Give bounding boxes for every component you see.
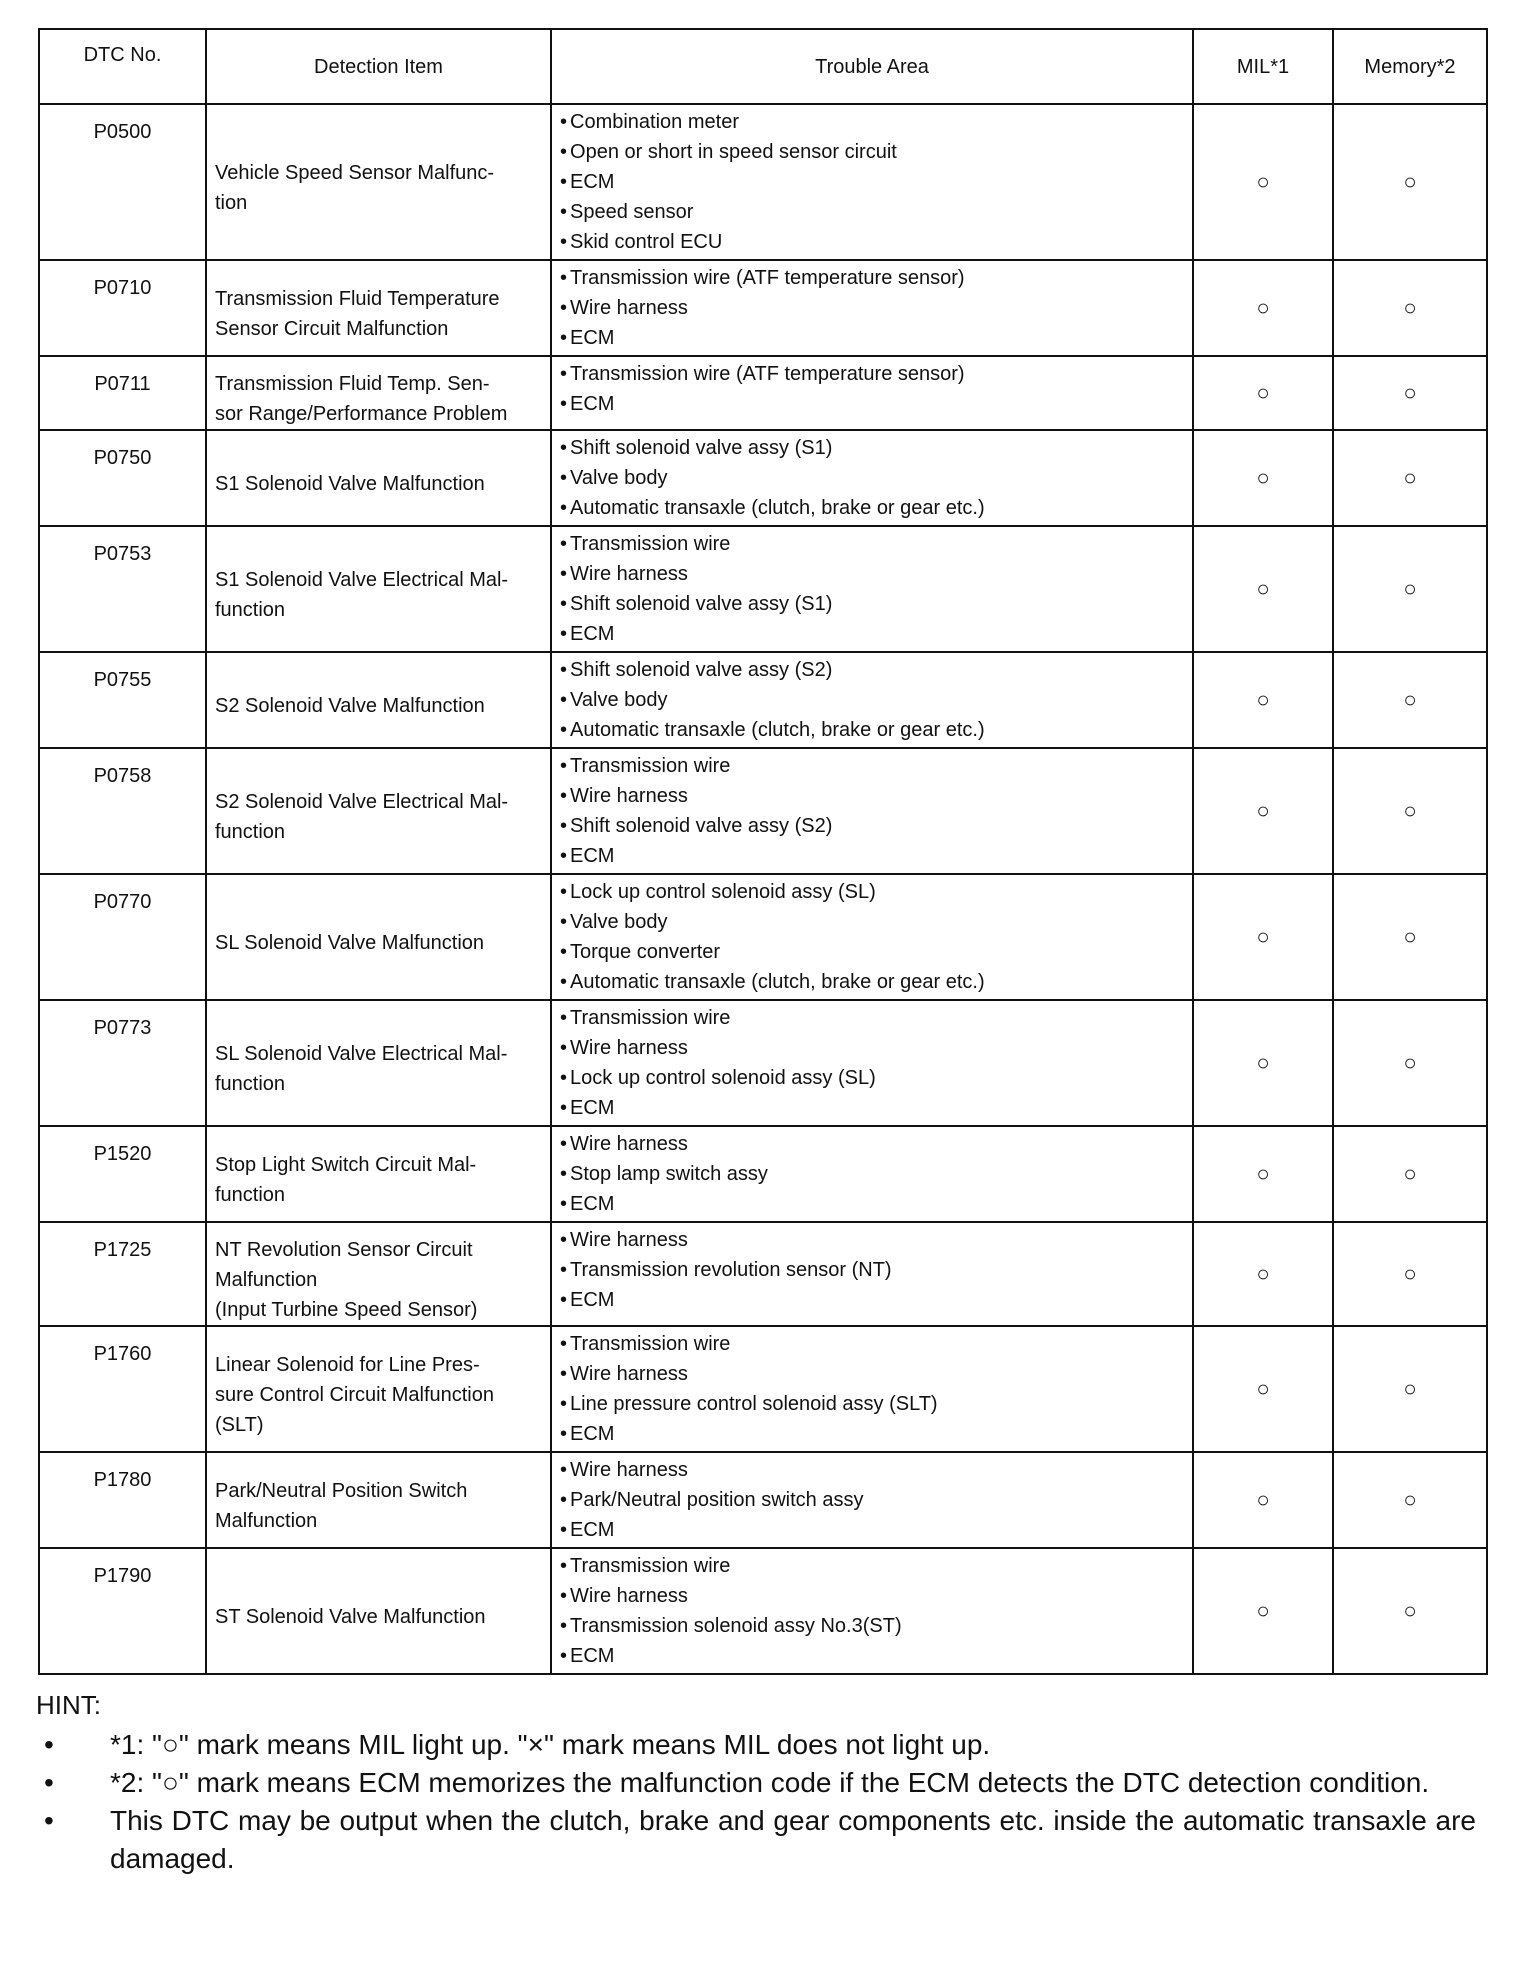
detection-item-cell: [206, 1326, 551, 1452]
memory-mark: ○: [1333, 430, 1487, 526]
trouble-area-list: [560, 529, 1184, 649]
trouble-area-cell: [551, 1548, 1193, 1674]
trouble-area-cell: [551, 652, 1193, 748]
detection-item-line: Transmission Fluid Temp. Sen-: [215, 373, 490, 395]
header-memory: Memory*2: [1333, 29, 1487, 104]
mil-mark: ○: [1193, 874, 1333, 1000]
hint-item: [36, 1764, 1476, 1802]
mil-mark: ○: [1193, 1222, 1333, 1326]
detection-item-line: sure Control Circuit Malfunction: [215, 1384, 494, 1406]
trouble-area-item: • Transmission wire (ATF temperature sensor): [560, 359, 1184, 389]
mil-mark: ○: [1193, 526, 1333, 652]
detection-item-line: NT Revolution Sensor Circuit: [215, 1239, 473, 1261]
trouble-area-item: • Transmission wire: [560, 1329, 1184, 1359]
hint-text: *2: "○" mark means ECM memorizes the malfunction code if the ECM detects the DTC detection condition.: [110, 1767, 1430, 1798]
trouble-area-item: • ECM: [560, 1419, 1184, 1449]
mil-mark: ○: [1193, 430, 1333, 526]
table-row: [39, 1452, 1487, 1548]
dtc-table: [38, 28, 1488, 1675]
detection-item-cell: [206, 1000, 551, 1126]
dtc-code-cell: P1725: [39, 1222, 206, 1326]
dtc-code-cell: P1790: [39, 1548, 206, 1674]
memory-mark: ○: [1333, 652, 1487, 748]
table-row: [39, 1548, 1487, 1674]
trouble-area-item: • ECM: [560, 1189, 1184, 1219]
trouble-area-list: [560, 263, 1184, 353]
hint-text: *1: "○" mark means MIL light up. "×" mark means MIL does not light up.: [110, 1729, 991, 1760]
detection-item-cell: [206, 104, 551, 260]
trouble-area-item: • Transmission revolution sensor (NT): [560, 1255, 1184, 1285]
header-trouble-area: Trouble Area: [551, 29, 1193, 104]
detection-item-line: function: [215, 599, 286, 621]
memory-mark: ○: [1333, 1326, 1487, 1452]
dtc-code-cell: P0753: [39, 526, 206, 652]
detection-item-line: Park/Neutral Position Switch: [215, 1480, 468, 1502]
trouble-area-item: • ECM: [560, 389, 1184, 419]
table-row: [39, 1000, 1487, 1126]
table-row: [39, 1222, 1487, 1326]
trouble-area-item: • Stop lamp switch assy: [560, 1159, 1184, 1189]
dtc-code-cell: P1780: [39, 1452, 206, 1548]
trouble-area-cell: [551, 430, 1193, 526]
dtc-code-cell: P0755: [39, 652, 206, 748]
table-row: [39, 356, 1487, 430]
detection-item-cell: [206, 1126, 551, 1222]
trouble-area-item: • Line pressure control solenoid assy (SLT): [560, 1389, 1184, 1419]
detection-item-line: sor Range/Performance Problem: [215, 403, 508, 425]
mil-mark: ○: [1193, 356, 1333, 430]
trouble-area-list: [560, 877, 1184, 997]
trouble-area-item: • Shift solenoid valve assy (S2): [560, 811, 1184, 841]
trouble-area-item: • Skid control ECU: [560, 227, 1184, 257]
header-mil: MIL*1: [1193, 29, 1333, 104]
hint-title: HINT:: [36, 1690, 101, 1720]
memory-mark: ○: [1333, 356, 1487, 430]
trouble-area-item: • Wire harness: [560, 1225, 1184, 1255]
detection-item-line: function: [215, 1073, 286, 1095]
trouble-area-item: • Wire harness: [560, 1033, 1184, 1063]
dtc-code-cell: P0770: [39, 874, 206, 1000]
memory-mark: ○: [1333, 260, 1487, 356]
detection-item-line: S1 Solenoid Valve Electrical Mal-: [215, 569, 509, 591]
mil-mark: ○: [1193, 104, 1333, 260]
detection-item-line: Vehicle Speed Sensor Malfunc-: [215, 162, 495, 184]
trouble-area-item: • Wire harness: [560, 781, 1184, 811]
mil-mark: ○: [1193, 1326, 1333, 1452]
detection-item-cell: [206, 748, 551, 874]
dtc-code-cell: P0710: [39, 260, 206, 356]
detection-item-line: function: [215, 1184, 286, 1206]
hint-list: [36, 1726, 1476, 1878]
trouble-area-item: • ECM: [560, 1641, 1184, 1671]
detection-item-line: Stop Light Switch Circuit Mal-: [215, 1154, 477, 1176]
mil-mark: ○: [1193, 1000, 1333, 1126]
trouble-area-cell: [551, 526, 1193, 652]
header-row: [39, 29, 1487, 104]
trouble-area-item: • Transmission wire (ATF temperature sensor): [560, 263, 1184, 293]
table-row: [39, 1126, 1487, 1222]
bullet-icon: •: [44, 1767, 54, 1798]
detection-item-line: Transmission Fluid Temperature: [215, 288, 500, 310]
trouble-area-cell: [551, 1000, 1193, 1126]
detection-item-cell: [206, 652, 551, 748]
table-header: [39, 29, 1487, 104]
table-body: [39, 104, 1487, 1674]
table-row: [39, 526, 1487, 652]
trouble-area-list: [560, 1329, 1184, 1449]
trouble-area-item: • Valve body: [560, 685, 1184, 715]
table-row: [39, 1326, 1487, 1452]
detection-item-line: ST Solenoid Valve Malfunction: [215, 1606, 486, 1628]
memory-mark: ○: [1333, 748, 1487, 874]
trouble-area-item: • Shift solenoid valve assy (S1): [560, 589, 1184, 619]
trouble-area-item: • Lock up control solenoid assy (SL): [560, 1063, 1184, 1093]
trouble-area-cell: [551, 1222, 1193, 1326]
memory-mark: ○: [1333, 1222, 1487, 1326]
trouble-area-cell: [551, 260, 1193, 356]
detection-item-line: tion: [215, 192, 248, 214]
trouble-area-item: • Shift solenoid valve assy (S1): [560, 433, 1184, 463]
trouble-area-item: • ECM: [560, 1515, 1184, 1545]
trouble-area-cell: [551, 1452, 1193, 1548]
trouble-area-item: • ECM: [560, 167, 1184, 197]
trouble-area-item: • Shift solenoid valve assy (S2): [560, 655, 1184, 685]
dtc-code-cell: P1520: [39, 1126, 206, 1222]
trouble-area-item: • Lock up control solenoid assy (SL): [560, 877, 1184, 907]
table-row: [39, 260, 1487, 356]
memory-mark: ○: [1333, 874, 1487, 1000]
trouble-area-item: • Wire harness: [560, 1129, 1184, 1159]
trouble-area-item: • Combination meter: [560, 107, 1184, 137]
dtc-code-cell: P0773: [39, 1000, 206, 1126]
mil-mark: ○: [1193, 1452, 1333, 1548]
detection-item-line: SL Solenoid Valve Malfunction: [215, 932, 485, 954]
trouble-area-item: • Automatic transaxle (clutch, brake or gear etc.): [560, 493, 1184, 523]
table-row: [39, 104, 1487, 260]
header-dtc-no: DTC No.: [39, 29, 206, 104]
mil-mark: ○: [1193, 1548, 1333, 1674]
detection-item-line: S2 Solenoid Valve Malfunction: [215, 695, 485, 717]
trouble-area-item: • Transmission wire: [560, 529, 1184, 559]
trouble-area-item: • Wire harness: [560, 1359, 1184, 1389]
trouble-area-list: [560, 107, 1184, 257]
hint-item: [36, 1802, 1476, 1878]
trouble-area-cell: [551, 1326, 1193, 1452]
trouble-area-item: • ECM: [560, 841, 1184, 871]
trouble-area-item: • ECM: [560, 323, 1184, 353]
trouble-area-cell: [551, 1126, 1193, 1222]
mil-mark: ○: [1193, 1126, 1333, 1222]
detection-item-line: function: [215, 821, 286, 843]
memory-mark: ○: [1333, 1000, 1487, 1126]
trouble-area-item: • Automatic transaxle (clutch, brake or gear etc.): [560, 967, 1184, 997]
trouble-area-item: • Transmission wire: [560, 751, 1184, 781]
detection-item-line: Malfunction: [215, 1510, 318, 1532]
dtc-code-cell: P0750: [39, 430, 206, 526]
detection-item-line: (SLT): [215, 1414, 264, 1436]
mil-mark: ○: [1193, 260, 1333, 356]
table-row: [39, 652, 1487, 748]
memory-mark: ○: [1333, 1126, 1487, 1222]
dtc-code-cell: P0758: [39, 748, 206, 874]
memory-mark: ○: [1333, 1452, 1487, 1548]
hint-text: This DTC may be output when the clutch, brake and gear components etc. inside the automatic transaxle are damaged.: [110, 1805, 1476, 1874]
hint-section: [36, 1688, 1476, 1878]
detection-item-cell: [206, 874, 551, 1000]
trouble-area-item: • Transmission solenoid assy No.3(ST): [560, 1611, 1184, 1641]
header-detection-item: Detection Item: [206, 29, 551, 104]
table-row: [39, 430, 1487, 526]
trouble-area-list: [560, 1003, 1184, 1123]
trouble-area-item: • Wire harness: [560, 559, 1184, 589]
trouble-area-item: • Torque converter: [560, 937, 1184, 967]
trouble-area-list: [560, 1225, 1184, 1315]
detection-item-cell: [206, 526, 551, 652]
detection-item-line: Malfunction: [215, 1269, 318, 1291]
trouble-area-item: • Park/Neutral position switch assy: [560, 1485, 1184, 1515]
detection-item-line: S2 Solenoid Valve Electrical Mal-: [215, 791, 509, 813]
trouble-area-item: • Automatic transaxle (clutch, brake or gear etc.): [560, 715, 1184, 745]
trouble-area-item: • ECM: [560, 619, 1184, 649]
table-row: [39, 874, 1487, 1000]
trouble-area-cell: [551, 356, 1193, 430]
memory-mark: ○: [1333, 104, 1487, 260]
trouble-area-item: • Speed sensor: [560, 197, 1184, 227]
detection-item-line: SL Solenoid Valve Electrical Mal-: [215, 1043, 508, 1065]
trouble-area-item: • Valve body: [560, 907, 1184, 937]
detection-item-cell: [206, 260, 551, 356]
trouble-area-list: [560, 751, 1184, 871]
trouble-area-item: • Valve body: [560, 463, 1184, 493]
trouble-area-item: • Wire harness: [560, 1455, 1184, 1485]
trouble-area-item: • Transmission wire: [560, 1003, 1184, 1033]
detection-item-cell: [206, 356, 551, 430]
detection-item-line: Sensor Circuit Malfunction: [215, 318, 449, 340]
detection-item-line: (Input Turbine Speed Sensor): [215, 1299, 478, 1321]
trouble-area-list: [560, 1551, 1184, 1671]
bullet-icon: •: [44, 1729, 54, 1760]
trouble-area-item: • Wire harness: [560, 1581, 1184, 1611]
memory-mark: ○: [1333, 526, 1487, 652]
trouble-area-item: • Open or short in speed sensor circuit: [560, 137, 1184, 167]
trouble-area-list: [560, 1455, 1184, 1545]
mil-mark: ○: [1193, 748, 1333, 874]
bullet-icon: •: [44, 1805, 54, 1836]
trouble-area-list: [560, 359, 1184, 419]
detection-item-line: S1 Solenoid Valve Malfunction: [215, 473, 485, 495]
table-row: [39, 748, 1487, 874]
trouble-area-item: • ECM: [560, 1093, 1184, 1123]
memory-mark: ○: [1333, 1548, 1487, 1674]
detection-item-line: Linear Solenoid for Line Pres-: [215, 1354, 480, 1376]
trouble-area-list: [560, 1129, 1184, 1219]
trouble-area-cell: [551, 748, 1193, 874]
hint-item: [36, 1726, 1476, 1764]
trouble-area-cell: [551, 874, 1193, 1000]
trouble-area-item: • ECM: [560, 1285, 1184, 1315]
trouble-area-list: [560, 655, 1184, 745]
trouble-area-list: [560, 433, 1184, 523]
mil-mark: ○: [1193, 652, 1333, 748]
detection-item-cell: [206, 1548, 551, 1674]
dtc-code-cell: P1760: [39, 1326, 206, 1452]
dtc-code-cell: P0500: [39, 104, 206, 260]
trouble-area-item: • Transmission wire: [560, 1551, 1184, 1581]
detection-item-cell: [206, 1222, 551, 1326]
dtc-code-cell: P0711: [39, 356, 206, 430]
trouble-area-cell: [551, 104, 1193, 260]
trouble-area-item: • Wire harness: [560, 293, 1184, 323]
detection-item-cell: [206, 430, 551, 526]
detection-item-cell: [206, 1452, 551, 1548]
